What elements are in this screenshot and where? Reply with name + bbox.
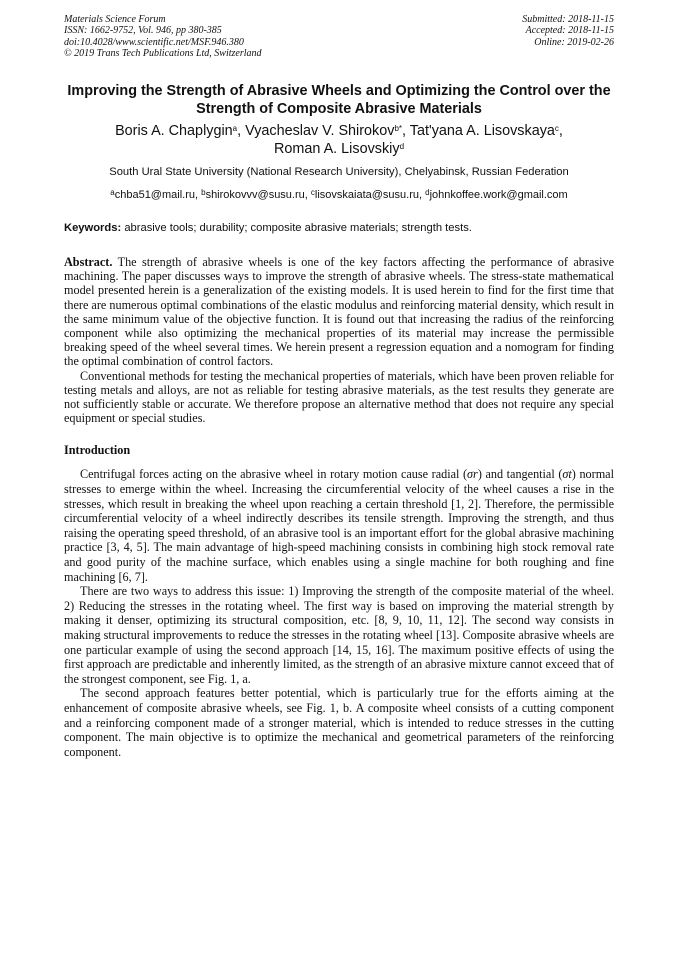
author-name: Roman A. Lisovskiy — [273, 141, 400, 157]
accepted-date: Accepted: 2018-11-15 — [525, 25, 614, 37]
author-sup: d — [399, 142, 405, 151]
introduction-body — [64, 467, 614, 759]
journal-doi[interactable]: doi:10.4028/www.scientific.net/MSF.946.380 — [64, 36, 244, 48]
abstract-label: Abstract. — [64, 255, 113, 269]
email-sup: b — [201, 188, 206, 197]
sigma-t-symbol: σt — [562, 467, 572, 482]
author-sup: a — [232, 124, 238, 133]
intro-paragraph-1 — [64, 467, 614, 584]
author-name: Boris A. Chaplygin — [115, 123, 233, 139]
author-name: Vyacheslav V. Shirokov — [245, 123, 395, 139]
journal-issn: ISSN: 1662-9752, Vol. 946, pp 380-385 — [64, 25, 222, 37]
affiliation: South Ural State University (National Research University), Chelyabinsk, Russian Federation — [109, 166, 569, 178]
email-link[interactable]: chba51@mail.ru — [114, 189, 195, 201]
email-link[interactable]: shirokovvv@susu.ru — [205, 189, 305, 201]
abstract — [64, 255, 614, 425]
intro-text: ) and tangential ( — [477, 467, 563, 482]
section-heading-introduction: Introduction — [64, 443, 131, 458]
author-sup: b* — [394, 124, 403, 133]
paper-title: Improving the Strength of Abrasive Wheels and Optimizing the Control over the Strength of Composite Abrasive Materials — [67, 83, 611, 117]
submitted-date: Submitted: 2018-11-15 — [522, 14, 614, 25]
publication-dates — [522, 14, 614, 48]
email-list: $^a$chba51@mail.ru, $^b$shirokovvv@susu.ru, $^c$lisovskaiata@susu.ru, $^d$johnkoffee.work@gmail.com — [110, 188, 568, 201]
intro-text: ) normal stresses to emerge within the wheel. Increasing the circumferential velocity of the wheel causes a rise in the stresses, which result in breaking the wheel upon reaching a certain threshold [1, 2]. Therefore, the permissible circumferential velocity of a wheel indirectly describes its tensile strength. Improving the strength, and thus raising the operating speed threshold, of an abrasive tool is an important effort for the global abrasive machining practice [3, 4, 5]. The main advantage of high-speed machining consists in combining high stock removal rate and good purity of the machine surface, which enables using a single machine for both roughing and fine machining [6, 7]. — [64, 467, 614, 584]
author-name: Tat'yana A. Lisovskaya — [409, 123, 555, 139]
email-sup: c — [310, 188, 315, 197]
paper-page — [64, 14, 614, 759]
email-link[interactable]: lisovskaiata@susu.ru — [314, 189, 419, 201]
journal-copyright: © 2019 Trans Tech Publications Ltd, Switzerland — [64, 47, 262, 59]
intro-paragraph-2: There are two ways to address this issue: 1) Improving the strength of the composite material of the wheel. 2) Reducing the stresses in the rotating wheel. The first way is based on improving the material strength by making it denser, optimizing its structural composition, etc. [8, 9, 10, 11, 12]. The second way consists in making structural improvements to reduce the stresses in the rotating wheel [13]. Composite abrasive wheels are one particular example of using the second approach [14, 15, 16]. The maximum positive effects of using the first approach are predictable and inherently limited, as the strength of an abrasive mixture cannot exceed that of the strongest component, see Fig. 1, a. — [64, 584, 614, 686]
sigma-r-symbol: σr — [467, 467, 478, 482]
abstract-text: The strength of abrasive wheels is one of the key factors affecting the performance of abrasive machining. The paper discusses ways to improve the strength of abrasive wheels. The stress-state mathematical model presented herein is a generalization of the existing models. It is used herein to find for the first time that there are numerous optimal combinations of the elastic modulus and reinforcing material density, which result in the same minimum value of the objective function. It is found out that increasing the radius of the reinforcing component while also optimizing the mechanical properties of its material may increase the permissible breaking speed of the wheel several times. We herein present a regression equation and a nomogram for finding the optimal combination of control factors. — [64, 255, 615, 369]
journal-info — [64, 14, 262, 59]
keywords-label: Keywords: — [64, 222, 122, 234]
abstract-paragraph — [64, 255, 614, 369]
keywords-text: abrasive tools; durability; composite abrasive materials; strength tests. — [124, 222, 472, 234]
abstract-paragraph-2: Conventional methods for testing the mechanical properties of materials, which have been proven reliable for testing metals and alloys, are not as reliable for testing abrasive materials, as the test results they generate are not sufficiently stable or accurate. We therefore propose an alternative method that does not require any special equipment or special studies. — [64, 368, 614, 426]
author-sup: c — [554, 124, 559, 133]
intro-text: Centrifugal forces acting on the abrasive wheel in rotary motion cause radial ( — [80, 467, 468, 482]
keywords — [64, 221, 614, 235]
author-list: Boris A. Chaplygin$^a$, Vyacheslav V. Shirokov$^{b*}$, Tat'yana A. Lisovskaya$^c$, Roman A. Lisovskiy$^d$ — [115, 123, 563, 157]
journal-header — [64, 14, 614, 64]
email-sup: d — [425, 188, 430, 197]
email-link[interactable]: johnkoffee.work@gmail.com — [429, 189, 568, 201]
email-sup: a — [110, 188, 115, 197]
journal-name: Materials Science Forum — [64, 14, 166, 25]
online-date: Online: 2019-02-26 — [534, 36, 614, 48]
intro-paragraph-3: The second approach features better potential, which is particularly true for the efforts aiming at the enhancement of composite abrasive wheels, see Fig. 1, b. A composite wheel consists of a cutting component and a reinforcing component made of a stronger material, which is intended to reduce stresses in the cutting component. The main objective is to optimize the mechanical and geometrical parameters of the reinforcing component. — [64, 686, 614, 759]
